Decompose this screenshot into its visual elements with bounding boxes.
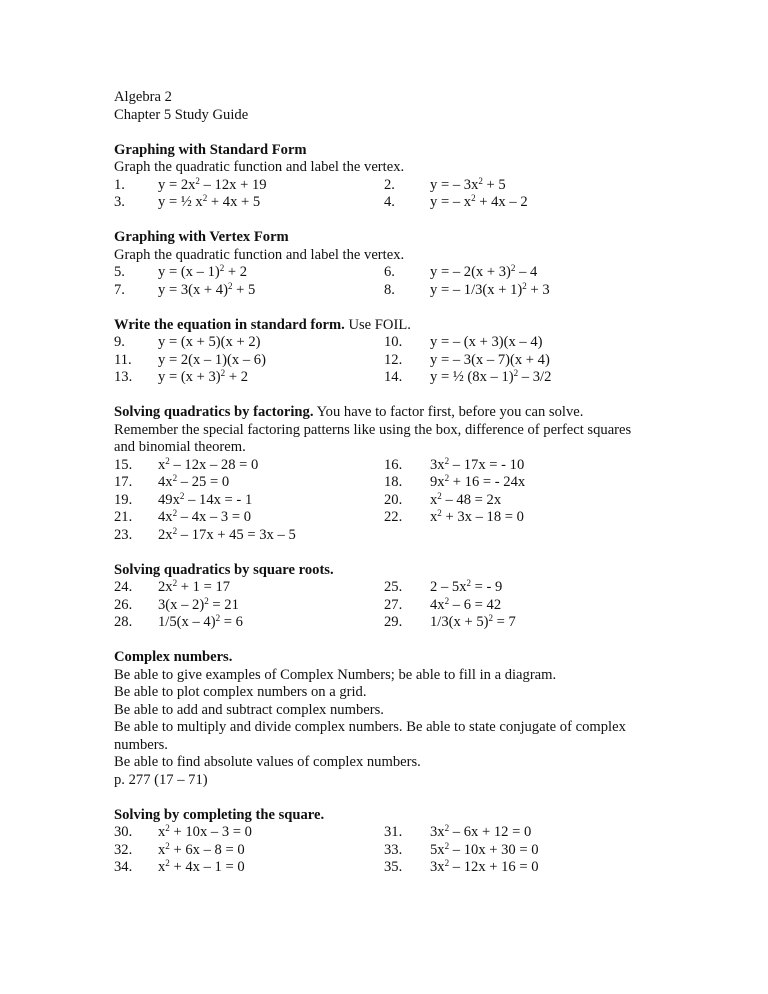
problem-row (114, 614, 674, 632)
section-instructions: Remember the special factoring patterns like using the box, difference of perfect squares (114, 421, 632, 438)
problem-number: 30. (114, 824, 133, 840)
section-heading-standard-form-foil: Write the equation in standard form. Use FOIL. (114, 316, 411, 333)
complex-item: Be able to add and subtract complex numbers. (114, 701, 384, 718)
problem-equation: $y = 2x^2 - 12x + 19$ (158, 175, 267, 193)
section-heading-factoring: Solving quadratics by factoring. You have to factor first, before you can solve. (114, 404, 584, 420)
problem-row (114, 194, 674, 212)
problem-equation: y = – (x + 3)(x – 4) (430, 334, 543, 350)
complex-item: Be able to plot complex numbers on a grid. (114, 684, 367, 700)
section-instructions: and binomial theorem. (114, 439, 246, 455)
problem-number: 8. (384, 281, 395, 298)
problem-number: 33. (384, 841, 403, 858)
section-heading-vertex-form: Graphing with Vertex Form (114, 229, 289, 245)
problem-row (114, 824, 674, 842)
problem-row (114, 597, 674, 615)
problem-number: 27. (384, 596, 403, 613)
problem-number: 4. (384, 194, 395, 210)
problem-equation: y = (x + 5)(x + 2) (158, 334, 261, 350)
problem-equation: y = – $x^2 + 4x - 2$ (430, 193, 528, 210)
problem-number: 1. (114, 176, 125, 193)
problem-number: 31. (384, 824, 403, 840)
problem-row (114, 282, 674, 300)
problem-equation: $3x^2 - 17x$ = - 10 (430, 455, 525, 473)
problem-equation: y = 2(x – 1)(x – 6) (158, 351, 266, 368)
complex-item: numbers. (114, 736, 168, 753)
problem-row (114, 264, 674, 282)
problem-equation: y = ½ (8x – 1)$^2$ – 3/2 (430, 368, 552, 385)
problem-row (114, 492, 674, 510)
problem-number: 22. (384, 509, 403, 525)
section-heading-completing-square: Solving by completing the square. (114, 806, 325, 823)
problem-equation: $x^2 + 10x - 3 = 0$ (158, 823, 252, 840)
problem-equation: $4x^2 - 6 = 42$ (430, 595, 502, 613)
problem-equation: $3x^2 - 12x + 16 = 0$ (430, 858, 539, 875)
problem-equation: y = – $3x^2 + 5$ (430, 175, 506, 193)
problem-equation: $2 - 5x^2$ = - 9 (430, 578, 503, 595)
problem-equation: $x^2 + 4x - 1 = 0$ (158, 858, 245, 875)
problem-number: 9. (114, 334, 125, 350)
problem-number: 6. (384, 264, 395, 280)
problem-row (114, 177, 674, 195)
problem-equation: $x^2 - 48 = 2x$ (430, 490, 502, 508)
problem-row (114, 352, 674, 370)
problem-equation: $x^2 - 12x - 28 = 0$ (158, 455, 259, 473)
problem-row (114, 859, 674, 877)
problem-number: 5. (114, 264, 125, 280)
problem-number: 3. (114, 194, 125, 210)
problem-number: 11. (114, 351, 132, 368)
section-heading-complex-numbers: Complex numbers. (114, 649, 233, 665)
problem-number: 17. (114, 474, 133, 490)
problem-number: 34. (114, 859, 133, 875)
problem-equation: $4x^2 - 4x - 3 = 0$ (158, 508, 252, 525)
problem-number: 10. (384, 334, 403, 350)
problem-row (114, 369, 674, 387)
problem-row (114, 334, 674, 352)
problem-number: 13. (114, 369, 133, 385)
problem-equation: $49x^2 - 14x$ = - 1 (158, 490, 253, 508)
complex-item: Be able to find absolute values of complex numbers. (114, 754, 421, 770)
problem-number: 20. (384, 491, 403, 508)
problem-number: 18. (384, 474, 403, 490)
problem-number: 35. (384, 859, 403, 875)
problem-number: 2. (384, 176, 395, 193)
problem-number: 14. (384, 369, 403, 385)
problem-number: 21. (114, 509, 133, 525)
problem-row (114, 457, 674, 475)
problem-row (114, 474, 674, 492)
problem-equation: y = (x – 1)$^2$ + 2 (158, 263, 248, 280)
problem-number: 24. (114, 579, 133, 595)
problem-row (114, 579, 674, 597)
problem-number: 25. (384, 579, 403, 595)
section-instructions: Graph the quadratic function and label the vertex. (114, 159, 405, 175)
problem-equation: $1/3(x + 5)^2 = 7$ (430, 613, 516, 630)
problem-number: 7. (114, 281, 125, 298)
document-body (114, 89, 674, 877)
problem-equation: $9x^2 + 16$ = - 24x (430, 473, 526, 490)
problem-equation: y = – 3(x – 7)(x + 4) (430, 351, 550, 368)
problem-equation: $4x^2 - 25 = 0$ (158, 473, 230, 490)
section-heading-standard-form: Graphing with Standard Form (114, 141, 307, 158)
problem-equation: $x^2 + 6x - 8 = 0$ (158, 840, 245, 858)
problem-number: 15. (114, 456, 133, 473)
course-title: Algebra 2 (114, 89, 172, 105)
problem-number: 26. (114, 596, 133, 613)
guide-title: Chapter 5 Study Guide (114, 106, 249, 123)
problem-equation: $2x^2 + 1 = 17$ (158, 578, 231, 595)
problem-equation: 3(x – 2)$^2$ = 21 (158, 595, 239, 613)
problem-equation: $2x^2 - 17x + 45 = 3x - 5$ (158, 525, 296, 543)
problem-equation: $3x^2 - 6x + 12 = 0$ (430, 823, 532, 840)
problem-equation: $5x^2 - 10x + 30 = 0$ (430, 840, 539, 858)
problem-number: 28. (114, 614, 133, 630)
problem-equation: 1/5(x – 4)$^2$ = 6 (158, 613, 243, 630)
problem-number: 19. (114, 491, 133, 508)
problem-row (114, 527, 674, 545)
problem-equation: $x^2 + 3x - 18 = 0$ (430, 508, 524, 525)
problem-row (114, 842, 674, 860)
problem-equation: $y = 3(x + 4)^2 + 5$ (158, 280, 256, 298)
problem-equation: y = ½ $x^2 + 4x + 5$ (158, 193, 261, 210)
problem-number: 12. (384, 351, 403, 368)
problem-number: 32. (114, 841, 133, 858)
page-reference: p. 277 (17 – 71) (114, 771, 208, 788)
section-heading-square-roots: Solving quadratics by square roots. (114, 561, 334, 578)
problem-number: 16. (384, 456, 403, 473)
problem-row (114, 509, 674, 527)
problem-equation: y = – $2(x + 3)^2 - 4$ (430, 263, 538, 280)
problem-number: 29. (384, 614, 403, 630)
problem-equation: y = – $1/3(x + 1)^2 + 3$ (430, 280, 550, 298)
problem-equation: $y = (x + 3)^2 + 2$ (158, 368, 249, 385)
section-instructions: Graph the quadratic function and label the vertex. (114, 246, 405, 263)
complex-item: Be able to give examples of Complex Numbers; be able to fill in a diagram. (114, 666, 557, 683)
problem-number: 23. (114, 526, 133, 543)
complex-item: Be able to multiply and divide complex numbers. Be able to state conjugate of complex (114, 719, 626, 735)
